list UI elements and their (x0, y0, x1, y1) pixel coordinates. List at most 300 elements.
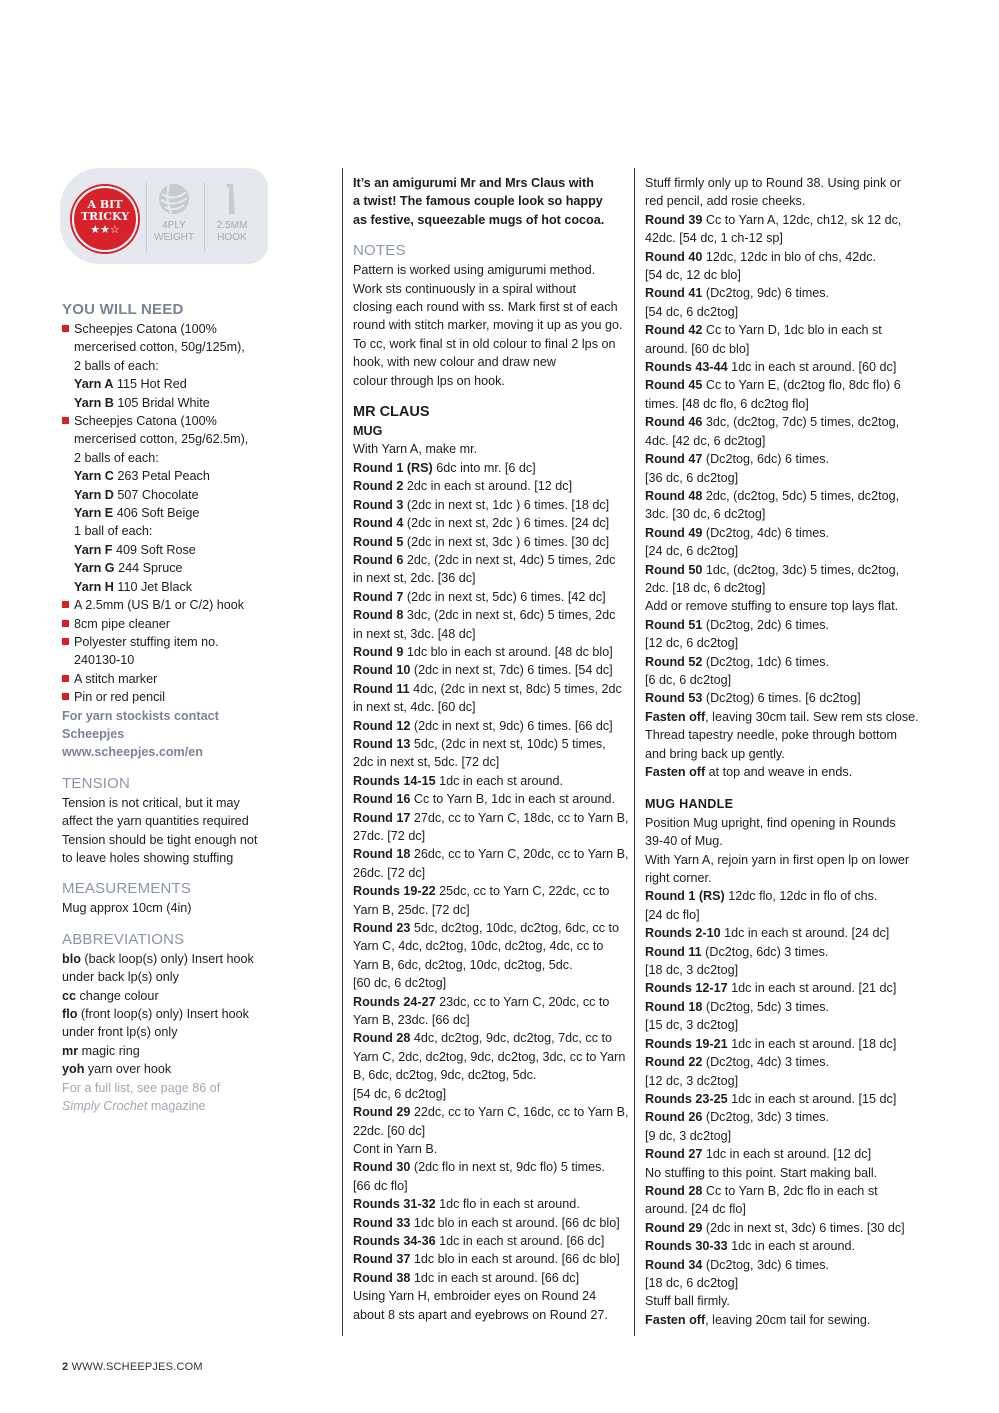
abbreviation-definition: (back loop(s) only) Insert hook (80, 951, 254, 966)
step-text: 22dc, cc to Yarn C, 16dc, cc to Yarn B, (410, 1105, 629, 1120)
instruction-line (645, 597, 925, 615)
step-text: 3dc, (dc2tog, 7dc) 5 times, dc2tog, (702, 415, 900, 430)
left-column (62, 300, 312, 1115)
instruction-line (645, 1090, 925, 1108)
instruction-line (645, 851, 925, 869)
material-item: A 2.5mm (US B/1 or C/2) hook (62, 596, 312, 614)
step-label: Fasten off (645, 765, 706, 779)
step-text: 1dc in each st around. (727, 1239, 856, 1254)
step-label: Round 11 (645, 944, 702, 959)
yarn-weight-info (146, 182, 202, 244)
step-label: Round 1 (RS) (645, 889, 725, 904)
step-text: around. [60 dc blo] (645, 341, 750, 356)
instruction-line (645, 745, 925, 763)
step-label: Rounds 14-15 (353, 773, 436, 788)
step-label: Round 53 (645, 691, 703, 706)
step-text: , leaving 20cm tail for sewing. (705, 1312, 871, 1327)
instruction-line (353, 698, 628, 716)
difficulty-line2: TRICKY (80, 210, 130, 223)
instruction-line (645, 284, 925, 302)
abbreviation-item (62, 950, 312, 968)
step-text: Cc to Yarn D, 1dc blo in each st (702, 323, 882, 338)
yarn-name: 244 Spruce (114, 561, 183, 576)
instruction-line (645, 432, 925, 450)
column-divider (634, 168, 635, 1336)
notes-line: Pattern is worked using amigurumi method. (353, 263, 596, 278)
step-text: Using Yarn H, embroider eyes on Round 24 (353, 1289, 597, 1304)
abbreviation-term: blo (62, 951, 81, 966)
step-text: 12dc flo, 12dc in flo of chs. (724, 889, 878, 904)
material-item: Pin or red pencil (62, 688, 312, 706)
notes-text (353, 261, 628, 390)
step-label: Round 8 (353, 608, 404, 623)
notes-line: closing each round with ss. Mark first st of each (353, 300, 618, 315)
instruction-line (353, 1195, 628, 1213)
abbreviation-item (62, 1005, 312, 1023)
tension-heading: TENSION (62, 774, 131, 792)
step-text: 3dc. [30 dc, 6 dc2tog] (645, 507, 766, 522)
instruction-line (645, 524, 925, 542)
yarn-ball-icon (157, 182, 191, 216)
instruction-line (353, 1066, 628, 1084)
instruction-line (353, 625, 628, 643)
step-label: Rounds 23-25 (645, 1091, 728, 1106)
step-text: 1dc in each st around. [12 dc] (702, 1147, 872, 1162)
step-text: Yarn C, 4dc, dc2tog, 10dc, dc2tog, 4dc, cc to (353, 939, 604, 954)
yarn-label: Yarn F (74, 542, 113, 557)
instruction-line (645, 634, 925, 652)
step-text: and bring back up gently. (645, 746, 785, 761)
step-text: times. [48 dc flo, 6 dc2tog flo] (645, 396, 809, 411)
instruction-line (645, 616, 925, 634)
abbreviation-item (62, 1042, 312, 1060)
step-text: 1dc blo in each st around. [66 dc blo] (410, 1252, 620, 1267)
step-text: (2dc in next st, 3dc ) 6 times. [30 dc] (403, 534, 610, 549)
step-text: 1dc in each st around. [24 dc] (720, 926, 890, 941)
instruction-line (353, 1011, 628, 1029)
step-text: (2dc in next st, 5dc) 6 times. [42 dc] (403, 589, 606, 604)
yarn-colour (62, 578, 312, 596)
instruction-line (645, 998, 925, 1016)
step-text: 1dc in each st around. (435, 773, 564, 788)
instruction-line (353, 514, 628, 532)
instruction-line (353, 661, 628, 679)
instruction-line (645, 653, 925, 671)
step-text: 6dc into mr. [6 dc] (432, 460, 536, 475)
step-text: [66 dc flo] (353, 1178, 408, 1193)
page-number: 2 (62, 1361, 69, 1373)
instruction-line (353, 1232, 628, 1250)
notes-line: Work sts continuously in a spiral without (353, 281, 577, 296)
step-label: Round 17 (353, 810, 411, 825)
material-item: 240130-10 (74, 653, 135, 668)
yarn-label: Yarn B (74, 395, 114, 410)
step-label: Round 12 (353, 718, 411, 733)
step-text: 26dc, cc to Yarn C, 20dc, cc to Yarn B, (410, 847, 629, 862)
instruction-line (645, 395, 925, 413)
step-text: (Dc2tog, 1dc) 6 times. (702, 654, 830, 669)
step-label: Round 5 (353, 534, 404, 549)
instruction-line (353, 790, 628, 808)
instruction-line (353, 588, 628, 606)
instruction-line (645, 961, 925, 979)
instruction-line (645, 192, 925, 210)
instruction-line (645, 1053, 925, 1071)
mug-instructions-cont (645, 174, 925, 781)
instruction-line (353, 919, 628, 937)
step-text: Stuff ball firmly. (645, 1294, 730, 1309)
step-label: Round 48 (645, 488, 703, 503)
step-text: 27dc. [72 dc] (353, 829, 426, 843)
step-text: [18 dc, 3 dc2tog] (645, 963, 739, 978)
step-text: Add or remove stuffing to ensure top lays flat. (645, 599, 899, 614)
instruction-line (645, 671, 925, 689)
step-text: With Yarn A, make mr. (353, 442, 478, 457)
instruction-line (645, 906, 925, 924)
step-text: (Dc2tog, 5dc) 3 times. (702, 999, 830, 1014)
instruction-line (645, 689, 925, 707)
step-text: Cc to Yarn B, 1dc in each st around. (410, 792, 616, 807)
step-text: (Dc2tog, 6dc) 6 times. (702, 452, 830, 467)
yarn-label: Yarn C (74, 469, 114, 484)
step-label: Rounds 12-17 (645, 981, 728, 996)
step-label: Round 41 (645, 286, 703, 301)
step-label: Round 29 (645, 1220, 703, 1235)
abbreviation-definition-cont: under back lp(s) only (62, 970, 179, 985)
instruction-line (645, 579, 925, 597)
yarn-colour (62, 541, 312, 559)
instruction-line (645, 413, 925, 431)
abbreviation-definition: (front loop(s) only) Insert hook (77, 1007, 249, 1021)
instruction-line (645, 487, 925, 505)
step-text: Position Mug upright, find opening in Rounds (645, 815, 896, 830)
step-label: Rounds 30-33 (645, 1239, 728, 1254)
step-label: Fasten off (645, 709, 706, 724)
step-text: (2dc flo in next st, 9dc flo) 5 times. (410, 1160, 605, 1175)
step-text: (Dc2tog, 4dc) 6 times. (702, 525, 830, 540)
instruction-line (645, 266, 925, 284)
step-text: 1dc in each st around. [21 dc] (727, 981, 897, 996)
step-text: (2dc in next st, 9dc) 6 times. [66 dc] (410, 718, 613, 733)
instruction-line (353, 533, 628, 551)
intro-line: It’s an amigurumi Mr and Mrs Claus with (353, 176, 594, 190)
instruction-line (353, 772, 628, 790)
mug-subheading: MUG (353, 424, 383, 439)
step-text: 3dc, (2dc in next st, 6dc) 5 times, 2dc (403, 608, 616, 623)
abbreviation-definition: change colour (76, 988, 159, 1003)
step-label: Round 37 (353, 1252, 411, 1267)
step-label: Round 18 (353, 847, 411, 862)
step-text: , leaving 30cm tail. Sew rem sts close. (705, 709, 919, 724)
step-text: Yarn B, 23dc. [66 dc] (353, 1013, 470, 1028)
tension-text (62, 794, 312, 868)
abbreviation-term: mr (62, 1043, 79, 1058)
yarn-label: Yarn H (74, 579, 114, 594)
step-text: red pencil, add rosie cheeks. (645, 194, 806, 209)
yarn-name: 263 Petal Peach (113, 469, 210, 484)
step-text: 1dc in each st around. [66 dc] (435, 1233, 605, 1248)
step-label: Rounds 19-22 (353, 884, 436, 899)
material-item: 2 balls of each: (74, 358, 159, 373)
step-text: in next st, 3dc. [48 dc] (353, 626, 476, 641)
abbreviations-note-cont (62, 1097, 312, 1115)
instruction-line (353, 809, 628, 827)
instruction-line (353, 1048, 628, 1066)
step-text: Cont in Yarn B. (353, 1141, 438, 1156)
step-text: 27dc, cc to Yarn C, 18dc, cc to Yarn B, (410, 810, 629, 825)
step-text: right corner. (645, 871, 712, 886)
column-divider (342, 168, 343, 1336)
step-label: Round 13 (353, 736, 411, 751)
page-footer (62, 1361, 203, 1373)
instruction-line (645, 1274, 925, 1292)
instruction-line (353, 1103, 628, 1121)
step-text: Cc to Yarn B, 2dc flo in each st (702, 1183, 878, 1198)
step-label: Rounds 24-27 (353, 994, 436, 1009)
yarn-weight-line1: 4PLY (162, 220, 186, 231)
material-item: mercerised cotton, 25g/62.5m), (74, 432, 249, 447)
step-text: [9 dc, 3 dc2tog] (645, 1128, 732, 1143)
instruction-line (645, 814, 925, 832)
step-text: (Dc2tog, 9dc) 6 times. (702, 286, 830, 301)
instruction-line (645, 542, 925, 560)
yarn-name: 406 Soft Beige (113, 506, 200, 521)
step-text: 2dc in next st, 5dc. [72 dc] (353, 755, 500, 770)
step-label: Rounds 43-44 (645, 360, 728, 375)
instruction-line (645, 450, 925, 468)
stockists-contact (62, 707, 312, 762)
step-text: (2dc in next st, 2dc ) 6 times. [24 dc] (403, 516, 610, 531)
abbreviation-definition-cont: under front lp(s) only (62, 1025, 178, 1040)
step-text: Yarn C, 2dc, dc2tog, 9dc, dc2tog, 3dc, cc to Yarn (353, 1049, 626, 1064)
instruction-line (353, 1269, 628, 1287)
step-label: Round 51 (645, 617, 703, 632)
material-item: Polyester stuffing item no. (62, 633, 312, 651)
instruction-line (353, 680, 628, 698)
notes-line: colour through lps on hook. (353, 373, 505, 388)
step-text: [15 dc, 3 dc2tog] (645, 1018, 739, 1033)
abbreviation-term: yoh (62, 1062, 85, 1077)
material-item: 1 ball of each: (74, 524, 153, 539)
tension-line: affect the yarn quantities required (62, 814, 249, 829)
step-label: Round 23 (353, 921, 411, 936)
step-label: Round 4 (353, 516, 404, 531)
instruction-line (353, 845, 628, 863)
instruction-line (353, 477, 628, 495)
instruction-line (353, 440, 628, 458)
magazine-title: Simply Crochet (62, 1099, 148, 1114)
middle-column (353, 174, 628, 1324)
measurements-text (62, 899, 312, 917)
material-item: A stitch marker (62, 670, 312, 688)
step-text: No stuffing to this point. Start making ball. (645, 1165, 878, 1180)
step-label: Round 39 (645, 212, 703, 227)
step-label: Round 9 (353, 644, 404, 659)
step-text: [54 dc, 6 dc2tog] (353, 1086, 447, 1101)
step-text: (Dc2tog, 3dc) 6 times. (702, 1257, 830, 1272)
instruction-line (645, 1072, 925, 1090)
hook-size-line1: 2.5MM (216, 220, 248, 231)
instruction-line (645, 887, 925, 905)
instruction-line (353, 827, 628, 845)
material-item: 8cm pipe cleaner (62, 615, 312, 633)
magazine-suffix: magazine (147, 1099, 206, 1114)
instruction-line (645, 561, 925, 579)
step-text: 39-40 of Mug. (645, 834, 723, 849)
yarn-name: 507 Chocolate (113, 487, 199, 502)
step-label: Round 1 (RS) (353, 460, 433, 475)
step-text: 5dc, dc2tog, 10dc, dc2tog, 6dc, cc to (410, 921, 620, 936)
instruction-line (353, 606, 628, 624)
instruction-line (645, 1292, 925, 1310)
instruction-line (645, 340, 925, 358)
intro-line: a twist! The famous couple look so happy (353, 194, 603, 209)
instruction-line (645, 1256, 925, 1274)
abbreviation-term: flo (62, 1007, 78, 1021)
instruction-line (645, 376, 925, 394)
step-label: Rounds 19-21 (645, 1036, 728, 1051)
step-text: 22dc. [60 dc] (353, 1123, 426, 1138)
instruction-line (645, 1182, 925, 1200)
abbreviation-definition: yarn over hook (84, 1062, 172, 1077)
yarn-colour (62, 375, 312, 393)
abbreviations-heading: ABBREVIATIONS (62, 930, 185, 948)
abbreviation-item (62, 987, 312, 1005)
instruction-line (353, 551, 628, 569)
mug-handle-instructions (645, 814, 925, 1329)
step-text: Thread tapestry needle, poke through bottom (645, 728, 898, 743)
step-text: 1dc in each st around. [15 dc] (727, 1091, 897, 1106)
instruction-line (645, 1016, 925, 1034)
step-label: Round 3 (353, 497, 404, 512)
step-text: in next st, 4dc. [60 dc] (353, 700, 476, 715)
instruction-line (645, 1200, 925, 1218)
contact-line: Scheepjes (62, 726, 125, 741)
instruction-line (645, 869, 925, 887)
step-text: (2dc in next st, 1dc ) 6 times. [18 dc] (403, 497, 610, 512)
instruction-line (645, 1219, 925, 1237)
step-label: Fasten off (645, 1312, 706, 1327)
mug-handle-heading: MUG HANDLE (645, 797, 734, 812)
step-label: Round 45 (645, 378, 703, 393)
step-label: Round 42 (645, 323, 703, 338)
instruction-line (645, 248, 925, 266)
step-text: [18 dc, 6 dc2tog] (645, 1275, 739, 1290)
step-text: 1dc, (dc2tog, 3dc) 5 times, dc2tog, (702, 562, 900, 577)
mug-instructions (353, 440, 628, 1324)
instruction-line (645, 321, 925, 339)
material-item: Scheepjes Catona (100% (62, 320, 312, 338)
instruction-line (353, 459, 628, 477)
instruction-line (353, 864, 628, 882)
step-label: Round 26 (645, 1110, 703, 1125)
step-label: Round 34 (645, 1257, 703, 1272)
step-text: 26dc. [72 dc] (353, 865, 426, 880)
step-text: Yarn B, 25dc. [72 dc] (353, 902, 470, 917)
intro-line: as festive, squeezable mugs of hot cocoa. (353, 212, 605, 227)
step-text: 1dc flo in each st around. (435, 1197, 580, 1212)
instruction-line (353, 569, 628, 587)
step-text: (Dc2tog, 2dc) 6 times. (702, 617, 830, 632)
abbreviations-note: For a full list, see page 86 of (62, 1080, 221, 1095)
instruction-line (645, 505, 925, 523)
step-label: Round 38 (353, 1270, 411, 1285)
step-text: [12 dc, 3 dc2tog] (645, 1073, 739, 1088)
step-label: Round 28 (645, 1183, 703, 1198)
step-text: 2dc. [18 dc, 6 dc2tog] (645, 580, 766, 595)
materials-list (62, 320, 312, 707)
step-label: Rounds 2-10 (645, 926, 721, 941)
right-column (645, 174, 925, 1329)
notes-heading: NOTES (353, 242, 406, 260)
measurement-line: Mug approx 10cm (4in) (62, 901, 192, 916)
instruction-line (645, 1035, 925, 1053)
yarn-colour (62, 504, 312, 522)
abbreviations-list (62, 950, 312, 1079)
instruction-line (645, 1127, 925, 1145)
instruction-line (645, 708, 925, 726)
step-text: 2dc in each st around. [12 dc] (403, 479, 573, 494)
step-text: 2dc, (2dc in next st, 4dc) 5 times, 2dc (403, 552, 616, 567)
instruction-line (645, 358, 925, 376)
step-text: 1dc blo in each st around. [66 dc blo] (410, 1215, 620, 1230)
step-text: 4dc. [42 dc, 6 dc2tog] (645, 433, 766, 448)
instruction-line (353, 1177, 628, 1195)
step-text: (Dc2tog) 6 times. [6 dc2tog] (702, 691, 861, 706)
yarn-colour (62, 394, 312, 412)
difficulty-line1: A BIT (87, 198, 123, 211)
instruction-line (353, 1214, 628, 1232)
yarn-label: Yarn A (74, 377, 114, 392)
instruction-line (353, 717, 628, 735)
instruction-line (353, 993, 628, 1011)
step-label: Round 11 (353, 681, 410, 696)
step-text: around. [24 dc flo] (645, 1202, 746, 1217)
step-text: [6 dc, 6 dc2tog] (645, 672, 732, 687)
step-text: 1dc in each st around. [18 dc] (727, 1036, 897, 1051)
step-label: Round 46 (645, 415, 703, 430)
yarn-label: Yarn E (74, 506, 114, 521)
difficulty-seal (72, 186, 138, 252)
instruction-line (645, 1311, 925, 1329)
step-label: Round 6 (353, 552, 404, 567)
abbreviation-term: cc (62, 988, 77, 1003)
step-text: [12 dc, 6 dc2tog] (645, 636, 739, 651)
step-label: Round 2 (353, 479, 404, 494)
yarn-name: 115 Hot Red (113, 377, 187, 392)
step-label: Round 16 (353, 792, 411, 807)
step-text: (Dc2tog, 3dc) 3 times. (702, 1110, 830, 1125)
step-text: Cc to Yarn E, (dc2tog flo, 8dc flo) 6 (702, 378, 901, 393)
instruction-line (645, 1164, 925, 1182)
instruction-line (645, 763, 925, 781)
instruction-line (645, 303, 925, 321)
instruction-line (645, 726, 925, 744)
instruction-line (353, 1306, 628, 1324)
step-text: 1dc in each st around. [60 dc] (727, 360, 897, 375)
step-label: Round 27 (645, 1147, 703, 1162)
step-text: 5dc, (2dc in next st, 10dc) 5 times, (410, 736, 606, 751)
step-label: Rounds 34-36 (353, 1233, 436, 1248)
abbreviation-definition: magic ring (78, 1043, 140, 1058)
step-label: Round 18 (645, 999, 703, 1014)
step-text: (Dc2tog, 4dc) 3 times. (702, 1055, 830, 1070)
step-label: Round 28 (353, 1031, 411, 1046)
instruction-line (353, 1158, 628, 1176)
yarn-colour (62, 467, 312, 485)
step-label: Round 49 (645, 525, 703, 540)
step-label: Round 29 (353, 1105, 411, 1120)
